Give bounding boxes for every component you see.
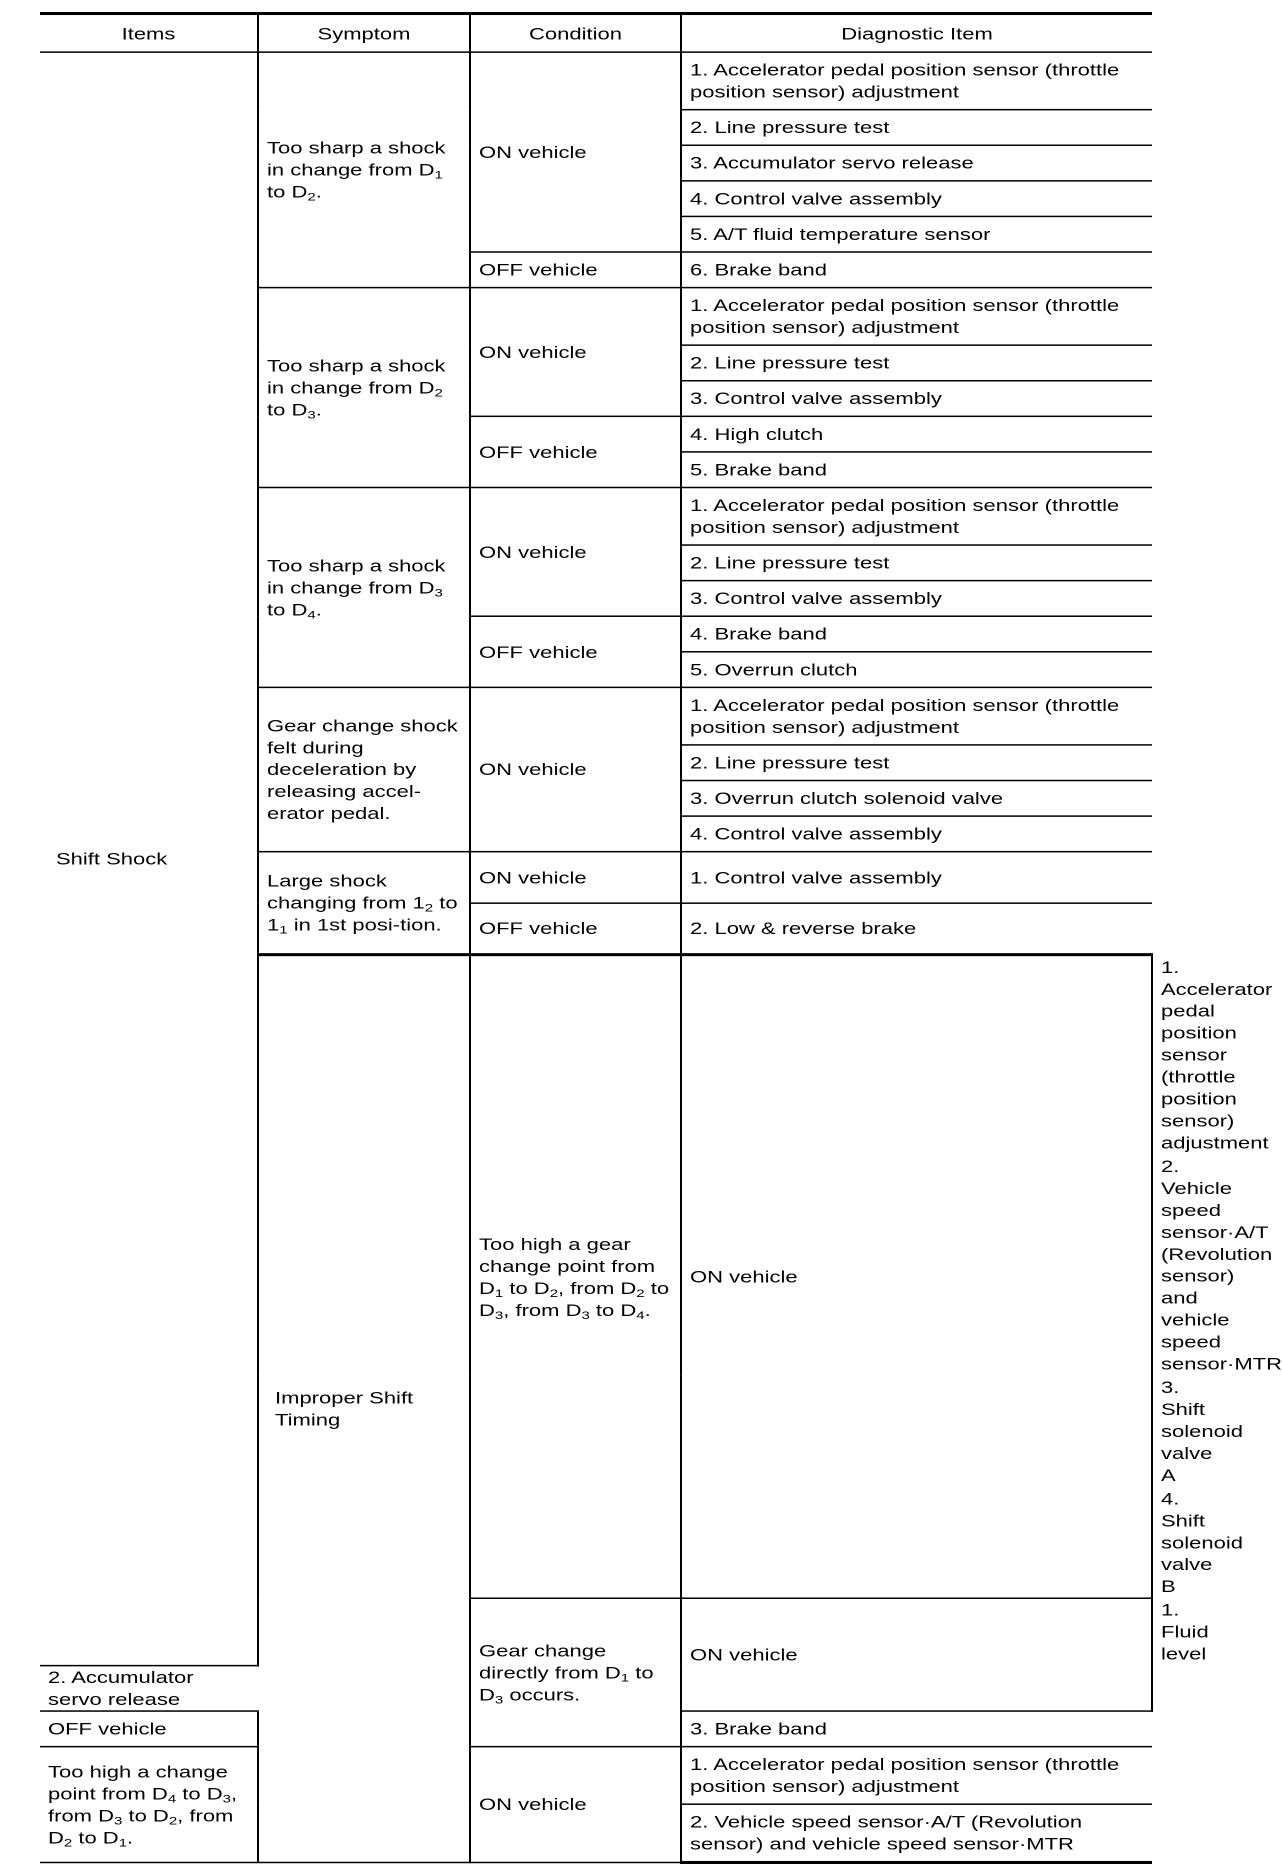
diagnostic-item: 2. Line pressure test: [681, 545, 1152, 581]
symptom-cell: Too high a gear change point from $D_1$ to $D_2$, from $D_2$ to $D_3$, from $D_3$ to $D_4$.: [470, 955, 681, 1599]
diagnostic-item: 1. Accelerator pedal position sensor (throttle position sensor) adjustment: [681, 52, 1152, 110]
diagnostic-item: 3. Control valve assembly: [681, 381, 1152, 417]
symptom-cell: Too sharp a shock in change from $D_3$ to $D_4$.: [258, 487, 470, 687]
condition-cell: ON vehicle: [470, 52, 681, 252]
table-row: [40, 52, 1152, 110]
condition-cell: ON vehicle: [470, 1747, 681, 1863]
condition-cell: OFF vehicle: [470, 616, 681, 687]
condition-cell: OFF vehicle: [470, 903, 681, 954]
diagnostic-item: 4. High clutch: [681, 416, 1152, 452]
symptom-cell: Too sharp a shock in change from $D_2$ to $D_3$.: [258, 288, 470, 488]
diagnostic-item: 2. Vehicle speed sensor·A/T (Revolution sensor) and vehicle speed sensor·MTR: [681, 1804, 1152, 1862]
condition-cell: ON vehicle: [470, 852, 681, 903]
diagnostic-item: 5. Overrun clutch: [681, 652, 1152, 688]
table-row: 3. Shift solenoid valve A: [1161, 1377, 1243, 1485]
diagnostic-item: 2. Line pressure test: [681, 745, 1152, 781]
header-condition: Condition: [470, 14, 681, 53]
condition-cell: ON vehicle: [470, 487, 681, 616]
symptom-cell: Large shock changing from $1_2$ to $1_1$ in 1st posi-tion.: [258, 852, 470, 955]
diagnostic-item: 4. Control valve assembly: [681, 816, 1152, 852]
condition-cell: OFF vehicle: [40, 1711, 258, 1747]
diagnostic-item: 2. Low & reverse brake: [681, 903, 1152, 954]
symptom-cell: Too high a change point from $D_4$ to $D_3$, from $D_3$ to $D_2$, from $D_2$ to $D_1$.: [40, 1747, 258, 1863]
diagnostic-item: 2. Line pressure test: [681, 110, 1152, 146]
diagnostic-item: 4. Control valve assembly: [681, 181, 1152, 217]
diagnostic-item: 4. Brake band: [681, 616, 1152, 652]
diagnostic-item: 1. Accelerator pedal position sensor (throttle position sensor) adjustment: [681, 687, 1152, 745]
header-row: [40, 14, 1152, 53]
diagnostic-item: 1. Accelerator pedal position sensor (throttle position sensor) adjustment: [681, 1747, 1152, 1805]
diagnostic-item: 6. Brake band: [681, 252, 1152, 288]
table-row: 2. Vehicle speed sensor·A/T (Revolution sensor) and vehicle speed sensor·MTR: [1161, 1156, 1282, 1374]
diagnostic-table: [40, 12, 1282, 1864]
condition-cell: ON vehicle: [470, 687, 681, 851]
diagnostic-item: 1. Accelerator pedal position sensor (throttle position sensor) adjustment: [681, 288, 1152, 346]
diagnostic-item: 2. Line pressure test: [681, 345, 1152, 381]
header-symptom: Symptom: [258, 14, 470, 53]
table-row: Improper Shift Timing Too high a gear change point from $D_1$ to $D_2$, from $D_2$ to $D_3$, from $D_3$ to $D_4$. ON vehicle 1. Accelerator pedal position sensor (throttle position sensor) adjustment: [40, 955, 1152, 1155]
diagnostic-item: 2. Accumulator servo release: [40, 1666, 258, 1711]
condition-cell: ON vehicle: [681, 955, 1152, 1599]
diagnostic-item: 3. Overrun clutch solenoid valve: [681, 781, 1152, 817]
header-diagnostic-item: Diagnostic Item: [681, 14, 1152, 53]
header-items: Items: [40, 14, 258, 53]
condition-cell: OFF vehicle: [470, 252, 681, 288]
condition-cell: ON vehicle: [681, 1598, 1152, 1711]
diagnostic-item: 3. Control valve assembly: [681, 581, 1152, 617]
diagnostic-item: 3. Accumulator servo release: [681, 145, 1152, 181]
symptom-cell: Gear change directly from $D_1$ to $D_3$ occurs.: [470, 1598, 681, 1746]
condition-cell: OFF vehicle: [470, 416, 681, 487]
diagnostic-item: 1. Accelerator pedal position sensor (throttle position sensor) adjustment: [681, 487, 1152, 545]
symptom-cell: Gear change shock felt during deceleration by releasing accel-erator pedal.: [258, 687, 470, 851]
table-row: [40, 1747, 1152, 1805]
diagnostic-item: 5. Brake band: [681, 452, 1152, 488]
table-row: Gear change directly from $D_1$ to $D_3$ occurs. ON vehicle 1. Fluid level: [40, 1598, 1152, 1665]
diagnostic-item: 1. Control valve assembly: [681, 852, 1152, 903]
condition-cell: ON vehicle: [470, 288, 681, 417]
table-row: 4. Shift solenoid valve B: [1161, 1489, 1243, 1596]
group-shift-shock: Shift Shock: [40, 52, 258, 1665]
symptom-cell: Too sharp a shock in change from $D_1$ to $D_2$.: [258, 52, 470, 287]
group-improper-shift-timing: Improper Shift Timing: [258, 955, 470, 1863]
diagnostic-item: 5. A/T fluid temperature sensor: [681, 216, 1152, 252]
diagnostic-item: 3. Brake band: [681, 1711, 1152, 1747]
